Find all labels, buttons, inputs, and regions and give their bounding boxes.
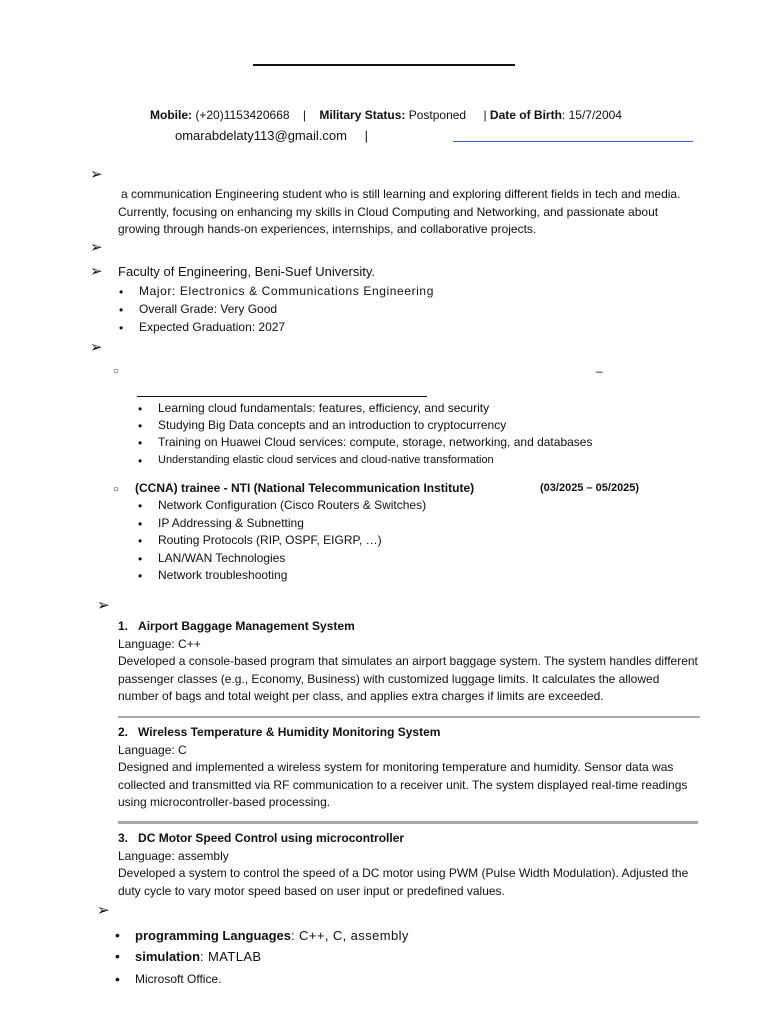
bullet-icon: • (119, 285, 124, 299)
bullet-icon: • (115, 971, 120, 987)
project-divider (118, 716, 700, 718)
ccna-dates: (03/2025 – 05/2025) (540, 482, 640, 494)
military-value: Postponed (408, 108, 467, 122)
circle-bullet-icon: ○ (113, 484, 120, 495)
skill-item (135, 928, 409, 943)
separator: | (364, 128, 368, 143)
project-name: Wireless Temperature & Humidity Monitoring System (138, 725, 441, 739)
bullet-icon: • (138, 517, 143, 531)
bullet-icon: • (138, 569, 143, 583)
project-language: Language: C++ (118, 637, 201, 651)
bullet-icon: • (138, 436, 143, 450)
project-description: Developed a system to control the speed of a DC motor using PWM (Pulse Width Modulation). Adjusted the duty cycle to vary motor speed based on user input or predefined values. (118, 866, 689, 898)
ccna-item: Routing Protocols (RIP, OSPF, EIGRP, …) (158, 533, 382, 547)
project-title (118, 831, 404, 845)
skill-label: simulation (135, 949, 201, 964)
bullet-icon: • (138, 454, 143, 468)
project-language: Language: assembly (118, 849, 229, 863)
project-number: 3. (118, 831, 129, 845)
education-item: Major: Electronics & Communications Engineering (139, 284, 434, 298)
section-arrow-icon: ➢ (90, 339, 103, 356)
dash: – (596, 364, 603, 378)
skill-value: : MATLAB (200, 949, 262, 964)
project-number: 2. (118, 725, 129, 739)
skill-item (135, 949, 262, 964)
section-arrow-icon: ➢ (97, 902, 110, 919)
link-underline (453, 141, 693, 142)
bullet-icon: • (115, 927, 120, 943)
project-number: 1. (118, 619, 129, 633)
cloud-item: Learning cloud fundamentals: features, efficiency, and security (158, 401, 490, 415)
dob-label: Date of Birth (489, 108, 562, 122)
bullet-icon: • (138, 419, 143, 433)
skill-item (135, 972, 221, 986)
summary-text: a communication Engineering student who is still learning and exploring different fields in tech and media. Currently, focusing on enhancing my skills in Cloud Computing and Networking, and passionate about growing through hands-on experiences, internships, and collaborative projects. (118, 187, 681, 236)
bullet-icon: • (115, 948, 120, 964)
separator: | (483, 108, 487, 122)
ccna-item: IP Addressing & Subnetting (158, 516, 304, 530)
skill-value: Microsoft Office. (135, 972, 222, 986)
cloud-item: Training on Huawei Cloud services: compute, storage, networking, and databases (158, 435, 593, 449)
skill-value: : C++, C, assembly (291, 928, 409, 943)
entry-underline (137, 396, 427, 397)
skill-label: programming Languages (135, 928, 292, 943)
project-divider (118, 821, 698, 824)
bullet-icon: • (138, 552, 143, 566)
section-arrow-icon: ➢ (97, 597, 110, 614)
project-name: DC Motor Speed Control using microcontroller (138, 831, 405, 845)
project-language: Language: C (118, 743, 187, 757)
ccna-item: LAN/WAN Technologies (158, 551, 286, 565)
project-title (118, 725, 440, 739)
mobile-label: Mobile: (150, 108, 192, 122)
section-arrow-icon: ➢ (90, 166, 103, 183)
bullet-icon: • (138, 402, 143, 416)
cloud-item: Studying Big Data concepts and an introduction to cryptocurrency (158, 418, 507, 432)
name-underline (253, 64, 515, 66)
separator: | (302, 108, 307, 122)
dob-value: : 15/7/2004 (561, 108, 622, 122)
circle-bullet-icon: ○ (113, 366, 120, 377)
mobile-value: (+20)1153420668 (195, 108, 290, 122)
section-arrow-icon: ➢ (90, 239, 103, 256)
project-title (118, 619, 355, 633)
ccna-item: Network Configuration (Cisco Routers & Switches) (158, 498, 427, 512)
contact-line (150, 108, 622, 122)
cloud-item: Understanding elastic cloud services and cloud-native transformation (158, 454, 494, 466)
bullet-icon: • (119, 303, 124, 317)
education-item: Overall Grade: Very Good (139, 302, 278, 316)
bullet-icon: • (119, 321, 124, 335)
ccna-item: Network troubleshooting (158, 568, 288, 582)
email-line (175, 128, 368, 143)
section-arrow-icon: ➢ (90, 263, 103, 280)
project-description: Developed a console-based program that simulates an airport baggage system. The system handles different passenger classes (e.g., Economy, Business) with customized luggage limits. It calculates the allowed number of bags and total weight per class, and applies extra charges if limits are exceeded. (118, 654, 698, 703)
ccna-title: (CCNA) trainee - NTI (National Telecommunication Institute) (135, 481, 475, 495)
military-label: Military Status: (319, 108, 406, 122)
education-item: Expected Graduation: 2027 (139, 320, 286, 334)
bullet-icon: • (138, 534, 143, 548)
project-description: Designed and implemented a wireless system for monitoring temperature and humidity. Sensor data was collected and transmitted via RF communication to a receiver unit. The system displayed real-time readings using microcontroller-based processing. (118, 760, 688, 809)
bullet-icon: • (138, 499, 143, 513)
education-faculty: Faculty of Engineering, Beni-Suef University. (118, 264, 375, 279)
email-link[interactable]: omarabdelaty113@gmail.com (175, 128, 347, 143)
project-name: Airport Baggage Management System (138, 619, 355, 633)
